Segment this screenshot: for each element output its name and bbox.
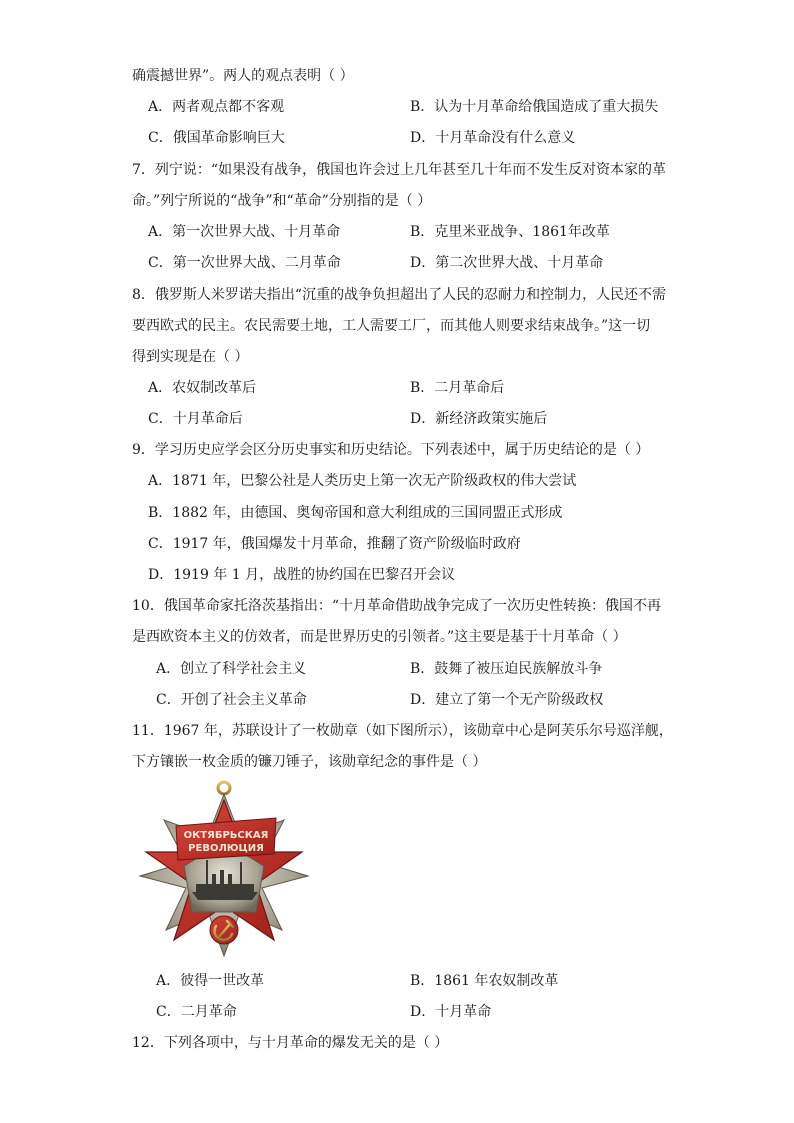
q6-option-c[interactable]: C．俄国革命影响巨大: [148, 130, 285, 146]
q7-line-2: 命。”列宁所说的“战争”和“革命”分别指的是（ ）: [132, 193, 432, 209]
q11-option-a[interactable]: A．彼得一世改革: [156, 973, 265, 989]
q8-option-d[interactable]: D．新经济政策实施后: [410, 411, 548, 427]
q6-option-d[interactable]: D．十月革命没有什么意义: [410, 130, 576, 146]
q8-option-b[interactable]: B．二月革命后: [410, 380, 505, 396]
q7-option-a[interactable]: A．第一次世界大战、十月革命: [148, 224, 341, 240]
q8-line-1: 8．俄罗斯人米罗诺夫指出“沉重的战争负担超出了人民的忍耐力和控制力，人民还不需: [132, 287, 667, 303]
q10-line-2: 是西欧资本主义的仿效者，而是世界历史的引领者。”这主要是基于十月革命（ ）: [132, 629, 627, 645]
q10-option-d[interactable]: D．建立了第一个无产阶级政权: [410, 692, 604, 708]
q6-tail: 确震撼世界”。两人的观点表明（ ）: [132, 68, 354, 84]
q12-line-1: 12．下列各项中，与十月革命的爆发无关的是（ ）: [132, 1035, 449, 1051]
q8-line-3: 得到实现是在（ ）: [132, 349, 249, 365]
order-of-october-revolution-medal-image: [132, 780, 316, 964]
q10-option-c[interactable]: C．开创了社会主义革命: [156, 692, 307, 708]
medal-ring-icon: [218, 782, 230, 794]
q9-option-c[interactable]: C．1917 年，俄国爆发十月革命，推翻了资产阶级临时政府: [148, 536, 521, 552]
q9-line-1: 9．学习历史应学会区分历史事实和历史结论。下列表述中，属于历史结论的是（ ）: [132, 442, 650, 458]
q11-line-1: 11．1967 年，苏联设计了一枚勋章（如下图所示），该勋章中心是阿芙乐尔号巡洋舰，: [132, 723, 673, 739]
q10-option-a[interactable]: A．创立了科学社会主义: [156, 661, 307, 677]
q7-option-d[interactable]: D．第二次世界大战、十月革命: [410, 255, 604, 271]
q9-option-d[interactable]: D．1919 年 1 月，战胜的协约国在巴黎召开会议: [148, 567, 456, 583]
q7-option-b[interactable]: B．克里米亚战争、1861年改革: [410, 224, 610, 240]
q6-option-b[interactable]: B．认为十月革命给俄国造成了重大损失: [410, 99, 659, 115]
q9-option-a[interactable]: A．1871 年，巴黎公社是人类历史上第一次无产阶级政权的伟大尝试: [148, 473, 577, 489]
q6-option-a[interactable]: A．两者观点都不客观: [148, 99, 285, 115]
q8-option-c[interactable]: C．十月革命后: [148, 411, 243, 427]
q10-option-b[interactable]: B．鼓舞了被压迫民族解放斗争: [410, 661, 603, 677]
q11-option-c[interactable]: C．二月革命: [156, 1004, 237, 1020]
q11-option-d[interactable]: D．十月革命: [410, 1004, 492, 1020]
q11-option-b[interactable]: B．1861 年农奴制改革: [410, 973, 559, 989]
q7-option-c[interactable]: C．第一次世界大战、二月革命: [148, 255, 341, 271]
q7-line-1: 7．列宁说：“如果没有战争，俄国也许会过上几年甚至几十年而不发生反对资本家的革: [132, 162, 667, 178]
q9-option-b[interactable]: B．1882 年，由德国、奥匈帝国和意大利组成的三国同盟正式形成: [148, 505, 563, 521]
q8-option-a[interactable]: A．农奴制改革后: [148, 380, 257, 396]
medal-banner-text-1: ОКТЯБРЬСКАЯ: [183, 830, 269, 841]
q10-line-1: 10．俄国革命家托洛茨基指出：“十月革命借助战争完成了一次历史性转换：俄国不再: [132, 598, 661, 614]
q11-line-2: 下方镶嵌一枚金质的镰刀锤子，该勋章纪念的事件是（ ）: [132, 754, 487, 770]
medal-banner-text-2: РЕВОЛЮЦИЯ: [188, 843, 264, 854]
q8-line-2: 要西欧式的民主。农民需要土地，工人需要工厂，而其他人则要求结束战争。”这一切: [132, 318, 651, 334]
